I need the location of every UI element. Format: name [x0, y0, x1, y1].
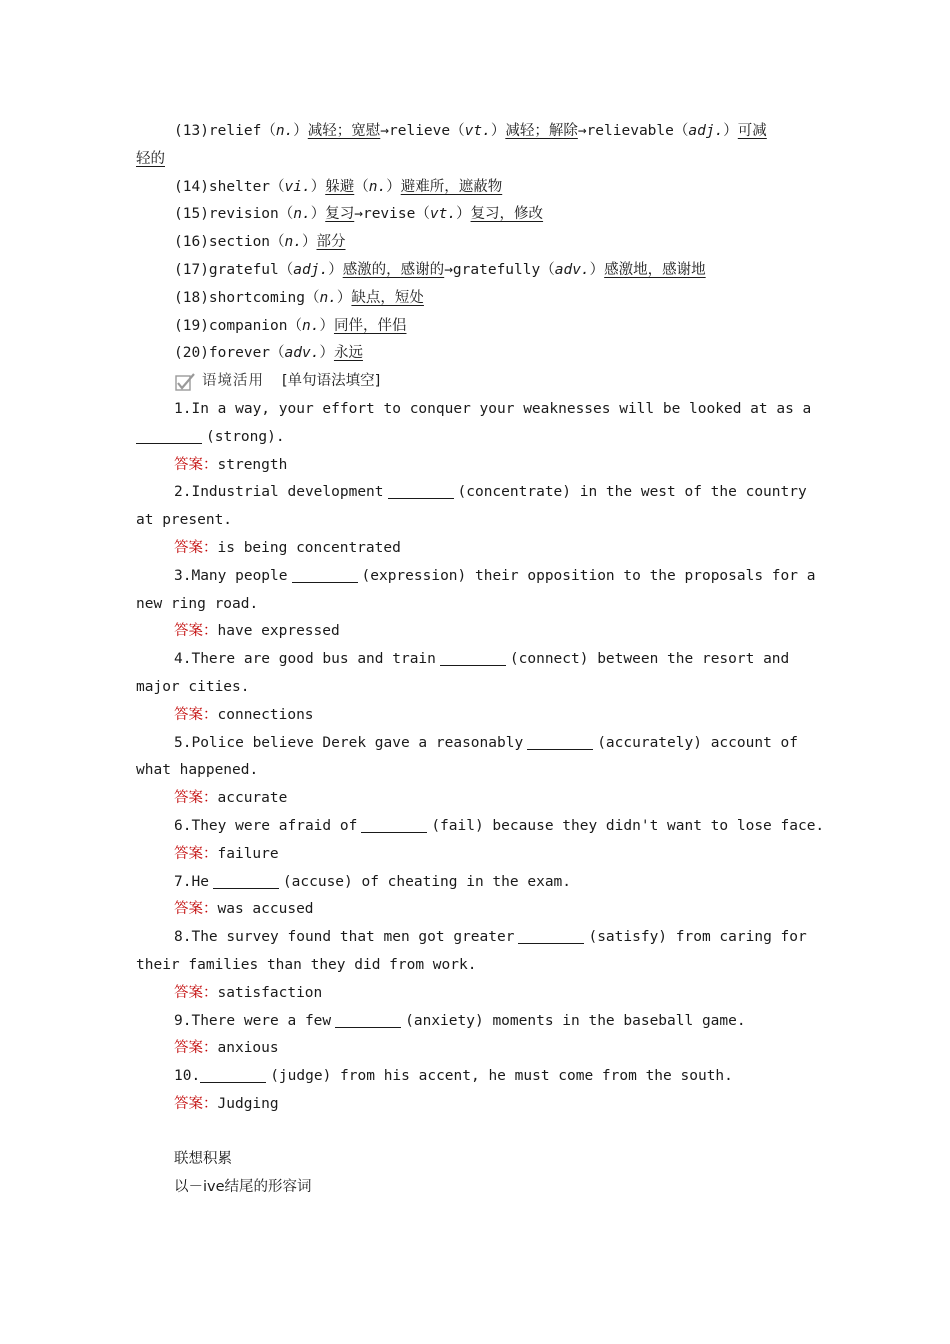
question-text: 4.There are good bus and train: [174, 651, 436, 668]
answer-text: accurate: [217, 790, 288, 807]
question-text: 9.There were a few: [174, 1012, 332, 1029]
pos: adv.: [554, 261, 590, 278]
answer-3: [136, 618, 812, 646]
question-text: 10.: [174, 1068, 201, 1085]
answer-label: 答案：: [174, 539, 218, 556]
question-text: (expression) their opposition to the proposals for a: [361, 567, 816, 584]
answer-text: strength: [217, 456, 288, 473]
item-number: (13): [174, 123, 209, 139]
arrow-icon: →: [354, 206, 363, 223]
answer-9: [136, 1035, 812, 1063]
question-text: 1.In a way, your effort to conquer your weaknesses will be looked at as a: [174, 400, 812, 417]
document-page: [136, 118, 825, 1202]
answer-blank: [527, 735, 593, 750]
answer-text: Judging: [217, 1095, 279, 1112]
item-number: (18): [174, 289, 209, 306]
question-text: (anxiety) moments in the baseball game.: [405, 1012, 746, 1029]
item-number: (17): [174, 261, 209, 278]
item-number: (19): [174, 317, 209, 334]
answer-text: anxious: [217, 1040, 279, 1057]
question-text: 6.They were afraid of: [174, 817, 358, 834]
meaning: 减轻；解除: [505, 123, 578, 139]
question-text: (fail) because they didn't want to lose face.: [431, 817, 825, 834]
question-9: [136, 1008, 812, 1036]
question-text: (satisfy) from caring for: [588, 929, 807, 946]
vocab-item-14: (14)shelter（vi.）躲避（n.）避难所，遮蔽物: [174, 178, 503, 195]
word: companion: [208, 317, 288, 334]
word: grateful: [208, 261, 279, 278]
answer-blank: [518, 929, 584, 944]
question-7: [136, 869, 812, 897]
pos: vi.: [284, 178, 311, 195]
question-3-cont: [136, 591, 812, 619]
derived-word: gratefully: [452, 261, 541, 278]
question-text: (accurately) account of: [597, 734, 798, 751]
meaning: 躲避: [325, 178, 355, 195]
answer-blank: [213, 874, 279, 889]
question-text: major cities.: [136, 678, 250, 695]
meaning: 部分: [316, 234, 346, 251]
question-5-cont: [136, 757, 812, 785]
answer-blank: [136, 429, 202, 444]
pos: adv.: [284, 345, 320, 362]
answer-label: 答案：: [174, 706, 218, 723]
answer-label: 答案：: [174, 1040, 218, 1057]
pos: vt.: [464, 123, 491, 139]
question-3: [136, 563, 816, 591]
answer-text: failure: [217, 845, 279, 862]
item-number: (20): [174, 345, 209, 362]
question-text: (judge) from his accent, he must come from the south.: [270, 1068, 733, 1085]
checkbox-check-icon: [174, 371, 196, 393]
vocab-item-17: (17)grateful（adj.）感激的，感谢的→gratefully（adv.）感激地，感谢地: [174, 261, 706, 278]
question-10: [136, 1063, 812, 1091]
word: shelter: [208, 178, 271, 195]
meaning: 同伴，伴侣: [333, 317, 407, 334]
pos: n.: [284, 234, 302, 251]
pos: n.: [293, 206, 311, 223]
answer-8: [136, 980, 812, 1008]
arrow-icon: →: [444, 261, 453, 278]
answer-1: [136, 452, 812, 480]
vocab-item-19: (19)companion（n.）同伴，伴侣: [174, 317, 407, 334]
answer-blank: [200, 1068, 266, 1083]
meaning: 感激地，感谢地: [604, 261, 706, 278]
question-2-cont: [136, 507, 812, 535]
question-text: at present.: [136, 512, 233, 529]
meaning: 缺点，短处: [351, 289, 424, 306]
word: relief: [208, 123, 262, 139]
question-text: 3.Many people: [174, 567, 288, 584]
answer-text: satisfaction: [217, 984, 323, 1001]
vocab-item-13-cont: [136, 146, 812, 174]
meaning: 轻的: [136, 150, 165, 167]
answer-2: [136, 535, 812, 563]
pos: n.: [368, 178, 387, 195]
pos: adj.: [688, 123, 724, 139]
answer-6: [136, 841, 812, 869]
meaning: 避难所，遮蔽物: [400, 178, 503, 195]
pos: n.: [302, 317, 320, 334]
question-text: (connect) between the resort and: [509, 651, 790, 668]
vocab-item-20: (20)forever（adv.）永远: [174, 345, 363, 362]
question-text: what happened.: [136, 762, 259, 779]
meaning: 可减: [737, 123, 767, 139]
question-4: [136, 646, 812, 674]
pos: n.: [319, 289, 337, 306]
spacer: [136, 1119, 812, 1147]
question-text: (accuse) of cheating in the exam.: [282, 873, 572, 890]
word: shortcoming: [208, 289, 305, 306]
meaning: 复习: [325, 206, 355, 223]
answer-5: [136, 785, 812, 813]
meaning: 永远: [333, 345, 363, 362]
question-2: [136, 479, 812, 507]
answer-label: 答案：: [174, 901, 218, 918]
answer-text: have expressed: [217, 623, 340, 640]
question-text: (concentrate) in the west of the country: [457, 484, 807, 501]
question-1: [136, 396, 812, 424]
meaning: 减轻；宽慰: [307, 123, 381, 139]
pos: vt.: [429, 206, 457, 223]
question-text: 2.Industrial development: [174, 484, 384, 501]
answer-blank: [388, 484, 454, 499]
question-text: new ring road.: [136, 595, 259, 612]
word: revision: [208, 206, 279, 223]
answer-blank: [440, 651, 506, 666]
derived-word: revise: [362, 206, 416, 223]
answer-blank: [335, 1013, 401, 1028]
derived-word: relievable: [586, 123, 674, 139]
vocab-item-15: (15)revision（n.）复习→revise（vt.）复习，修改: [174, 206, 544, 223]
word: forever: [208, 345, 271, 362]
answer-label: 答案：: [174, 984, 218, 1001]
answer-label: 答案：: [174, 623, 218, 640]
answer-blank: [292, 568, 358, 583]
meaning: 复习，修改: [470, 206, 544, 223]
answer-7: [136, 896, 812, 924]
question-8-cont: [136, 952, 812, 980]
pos: n.: [275, 123, 294, 139]
section-bracket: [单句语法填空]: [282, 373, 381, 390]
answer-label: 答案：: [174, 456, 218, 473]
vocab-item-16: (16)section（n.）部分: [174, 234, 346, 251]
answer-label: 答案：: [174, 790, 218, 807]
footer-heading: 联想积累: [174, 1151, 232, 1168]
answer-4: [136, 702, 812, 730]
vocab-item-18: (18)shortcoming（n.）缺点，短处: [174, 289, 424, 306]
footer-subheading: 以－ive结尾的形容词: [174, 1179, 312, 1196]
question-6: [136, 813, 825, 841]
item-number: (15): [174, 206, 209, 223]
question-1-cont: [136, 424, 812, 452]
answer-label: 答案：: [174, 845, 218, 862]
question-text: (strong).: [206, 428, 285, 445]
derived-word: relieve: [389, 123, 451, 139]
answer-text: is being concentrated: [217, 539, 401, 556]
question-text: 5.Police believe Derek gave a reasonably: [174, 734, 524, 751]
question-text: 7.He: [174, 873, 209, 890]
answer-blank: [361, 818, 427, 833]
answer-text: connections: [217, 706, 314, 723]
answer-10: [136, 1091, 812, 1119]
answer-label: 答案：: [174, 1095, 218, 1112]
answer-text: was accused: [217, 901, 314, 918]
question-5: [136, 730, 812, 758]
question-4-cont: [136, 674, 812, 702]
word: section: [208, 234, 271, 251]
arrow-icon: →: [380, 123, 390, 139]
pos: adj.: [293, 261, 329, 278]
meaning: 感激的，感谢的: [342, 261, 445, 278]
question-8: [136, 924, 812, 952]
section-heading: [136, 368, 812, 396]
question-text: 8.The survey found that men got greater: [174, 929, 515, 946]
section-label: 语境活用: [202, 373, 264, 390]
item-number: (14): [174, 178, 209, 195]
question-text: their families than they did from work.: [136, 956, 477, 973]
vocab-item-13: (13)relief（n.）减轻；宽慰→relieve（vt.）减轻；解除→relievable（adj.）可减: [174, 123, 767, 139]
arrow-icon: →: [577, 123, 587, 139]
item-number: (16): [174, 234, 209, 251]
